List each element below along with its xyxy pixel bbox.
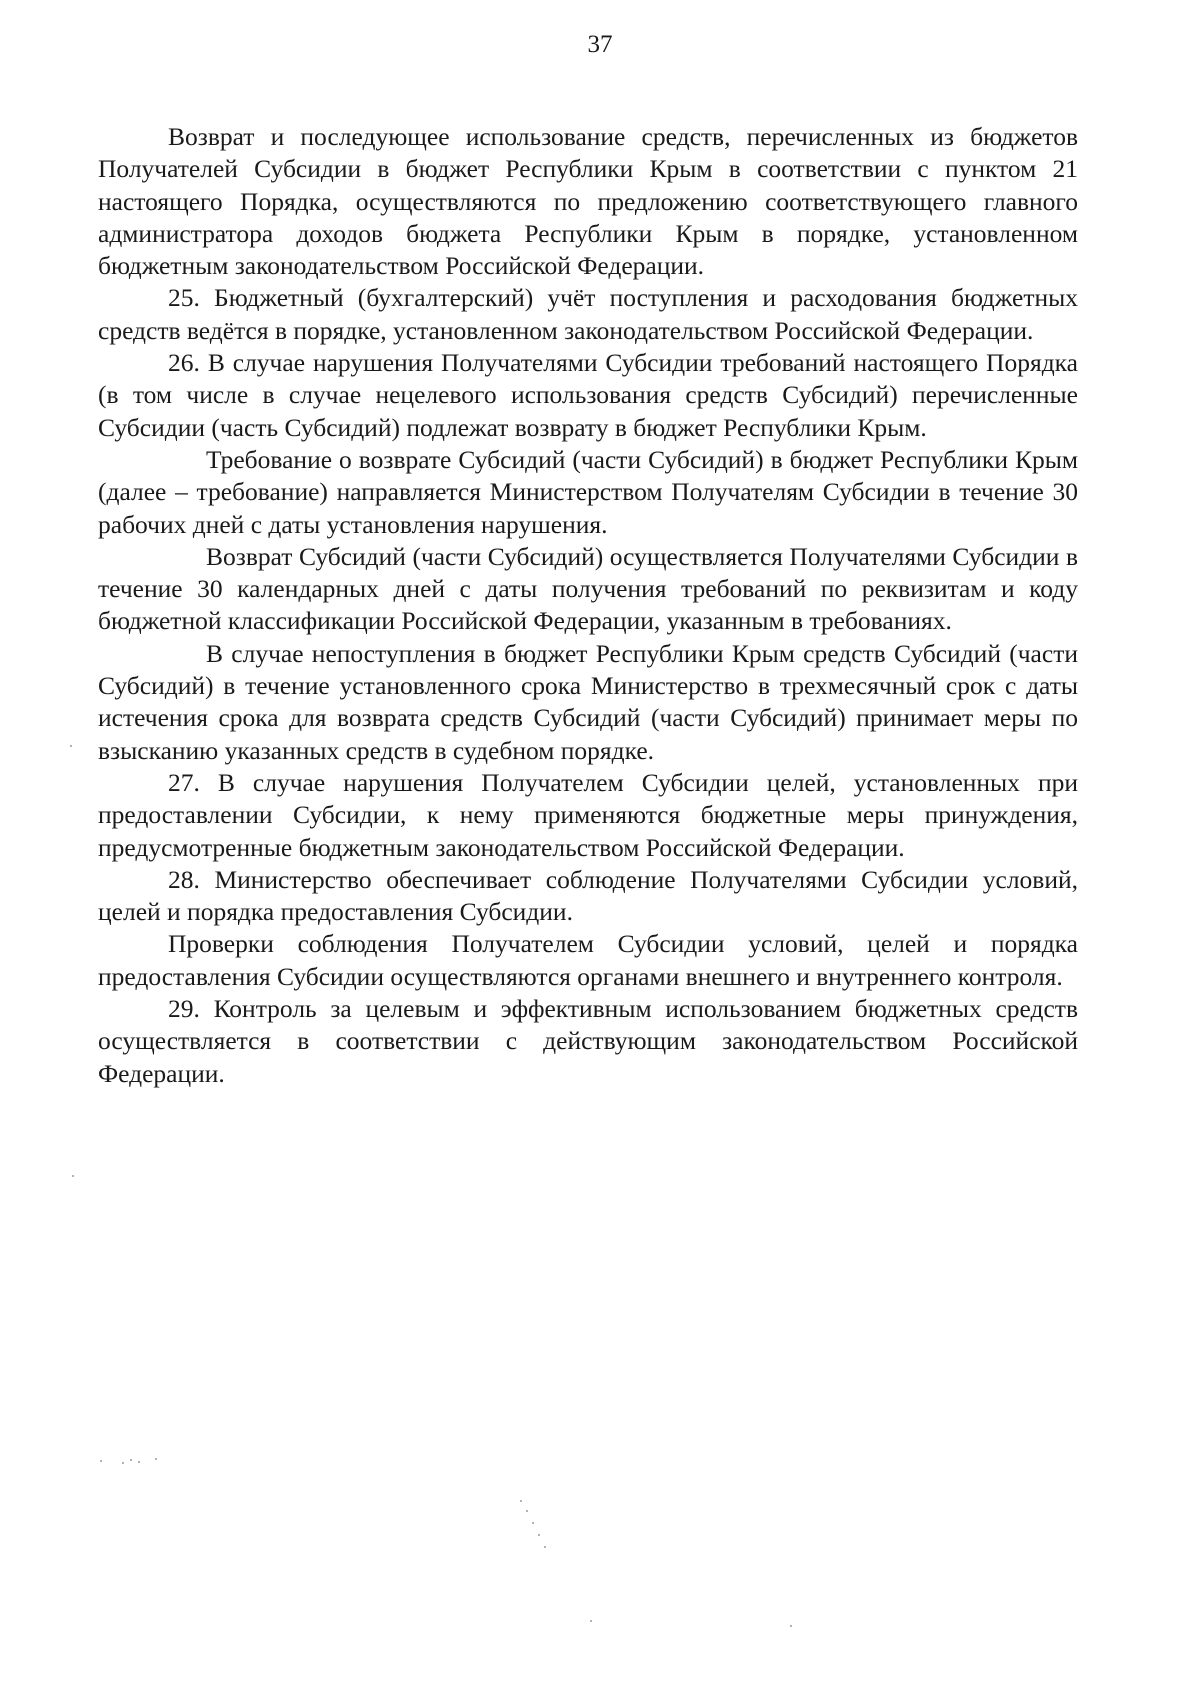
paragraph-return-requirement: Требование о возврате Субсидий (части Субсидий) в бюджет Республики Крым (далее – требование) направляется Министерством Получателям Субсидии в течение 30 рабочих дней с даты установления нарушения. <box>98 444 1078 539</box>
paragraph-26-violation: 26. В случае нарушения Получателями Субсидии требований настоящего Порядка (в том числе в случае нецелевого использования средств Субсидий) перечисленные Субсидии (часть Субсидий) подлежат возврату в бюджет Республики Крым. <box>98 348 1078 442</box>
paragraph-return-deadline: Возврат Субсидий (части Субсидий) осуществляется Получателями Субсидии в течение 30 календарных дней с даты получения требований по реквизитам и коду бюджетной классификации Российской Федерации, указанным в требованиях. <box>98 541 1078 636</box>
paragraph-non-receipt: В случае непоступления в бюджет Республики Крым средств Субсидий (части Субсидий) в течение установленного срока Министерство в трехмесячный срок с даты истечения срока для возврата средств Субсидий (части Субсидий) принимает меры по взысканию указанных средств в судебном порядке. <box>98 638 1078 765</box>
paragraph-25-accounting: 25. Бюджетный (бухгалтерский) учёт поступления и расходования бюджетных средств ведётся в порядке, установленном законодательством Российской Федерации. <box>98 283 1078 345</box>
document-body <box>98 121 1078 1090</box>
paragraph-return-of-funds: Возврат и последующее использование средств, перечисленных из бюджетов Получателей Субсидии в бюджет Республики Крым в соответствии с пунктом 21 настоящего Порядка, осуществляются по предложению соответствующего главного администратора доходов бюджета Республики Крым в порядке, установленном бюджетным законодательством Российской Федерации. <box>98 122 1078 281</box>
paragraph-28-compliance: 28. Министерство обеспечивает соблюдение Получателями Субсидии условий, целей и порядка предоставления Субсидии. <box>98 864 1078 927</box>
paragraph-29-control: 29. Контроль за целевым и эффективным использованием бюджетных средств осуществляется в соответствии с действующим законодательством Российской Федерации. <box>98 994 1078 1088</box>
paragraph-inspections: Проверки соблюдения Получателем Субсидии условий, целей и порядка предоставления Субсидии осуществляются органами внешнего и внутреннего контроля. <box>98 929 1078 991</box>
page-number: 37 <box>587 31 613 58</box>
paragraph-27-coercion: 27. В случае нарушения Получателем Субсидии целей, установленных при предоставлении Субсидии, к нему применяются бюджетные меры принуждения, предусмотренные бюджетным законодательством Российской Федерации. <box>98 767 1078 862</box>
